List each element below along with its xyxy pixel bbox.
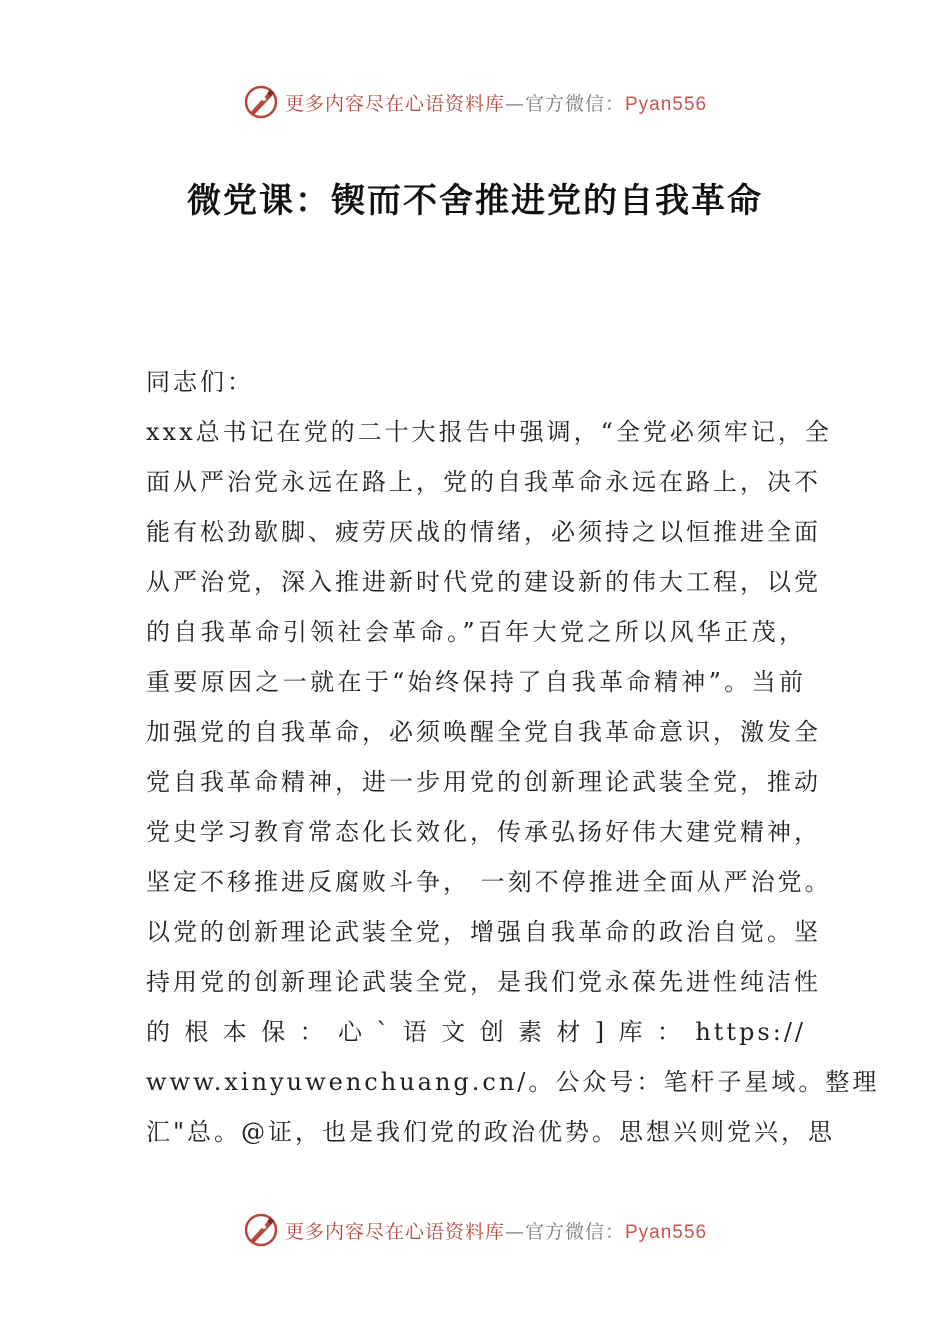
footer-banner: [0, 1210, 950, 1250]
banner-brand-text: 更多内容尽在心语资料库: [284, 92, 505, 115]
body-line: www.xinyuwenchuang.cn/。公众号：笔杆子星域。整理: [146, 1068, 880, 1096]
pen-circle-logo-icon: [243, 84, 279, 120]
banner-text: [285, 1217, 707, 1244]
banner-wechat-id: Pyan556: [625, 1221, 708, 1243]
body-line: 党自我革命精神，进一步用党的创新理论武装全党，推动: [146, 768, 821, 796]
body-line: 坚定不移推进反腐败斗争， 一刻不停推进全面从严治党。: [146, 868, 832, 896]
body-line: 以党的创新理论武装全党，增强自我革命的政治自觉。坚: [146, 918, 821, 946]
document-body: [146, 357, 880, 1157]
pen-circle-logo-icon: [243, 1212, 279, 1248]
body-line: 的自我革命引领社会革命。”百年大党之所以风华正茂，: [146, 618, 806, 646]
body-line: 党史学习教育常态化长效化，传承弘扬好伟大建党精神，: [146, 818, 821, 846]
body-line: 重要原因之一就在于“始终保持了自我革命精神”。当前: [146, 668, 806, 696]
body-line: xxx总书记在党的二十大报告中强调，“全党必须牢记，全: [146, 418, 832, 446]
document-title: 微党课：锲而不舍推进党的自我革命: [187, 181, 763, 221]
body-line: 能有松劲歇脚、疲劳厌战的情绪，必须持之以恒推进全面: [146, 518, 821, 546]
banner-tail-text: —官方微信：: [504, 1220, 625, 1243]
body-line: 加强党的自我革命，必须唤醒全党自我革命意识，激发全: [146, 718, 821, 746]
body-line: 的根本保：心`语文创素材]库：https://: [146, 1018, 806, 1046]
body-line: 持用党的创新理论武装全党，是我们党永葆先进性纯洁性: [146, 968, 821, 996]
banner-tail-text: —官方微信：: [504, 92, 625, 115]
body-line: 面从严治党永远在路上，党的自我革命永远在路上，决不: [146, 468, 821, 496]
header-banner: [0, 82, 950, 122]
body-line: 汇"总。@证，也是我们党的政治优势。思想兴则党兴，思: [146, 1118, 836, 1146]
banner-wechat-id: Pyan556: [625, 93, 708, 115]
body-line: 从严治党，深入推进新时代党的建设新的伟大工程，以党: [146, 568, 821, 596]
banner-brand-text: 更多内容尽在心语资料库: [284, 1220, 505, 1243]
banner-text: [285, 89, 707, 116]
body-line: 同志们：: [146, 368, 254, 396]
